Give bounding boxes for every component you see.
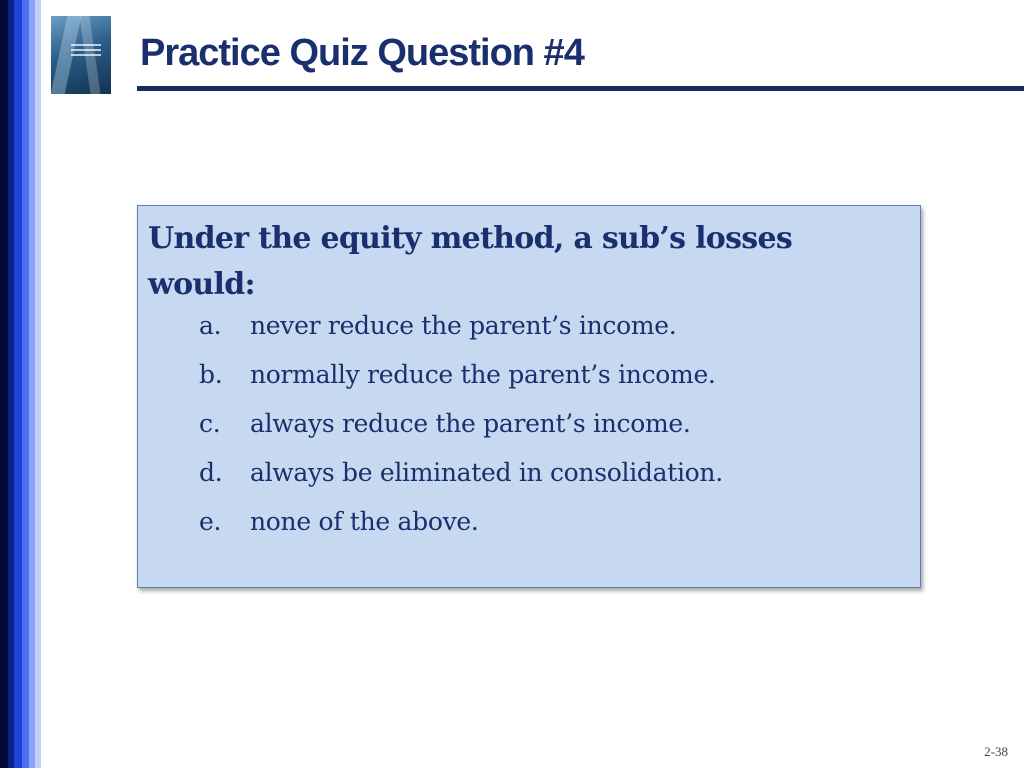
option-letter: b. (199, 360, 223, 389)
answer-options (148, 308, 908, 553)
left-stripe-1 (0, 0, 8, 768)
left-stripe-6 (35, 0, 41, 768)
answer-option-b (148, 357, 908, 406)
left-stripe-3 (14, 0, 22, 768)
book-cover-thumbnail (51, 16, 111, 94)
answer-option-c (148, 406, 908, 455)
left-stripe-4 (22, 0, 29, 768)
answer-option-d (148, 455, 908, 504)
option-letter: a. (199, 311, 222, 340)
option-letter: e. (199, 507, 222, 536)
answer-option-a (148, 308, 908, 357)
quiz-question: Under the equity method, a sub’s losses would: (148, 221, 793, 302)
answer-option-e (148, 504, 908, 553)
option-letter: d. (199, 458, 223, 487)
quiz-box (137, 205, 921, 588)
page-number: 2-38 (984, 744, 1008, 759)
option-text: normally reduce the parent’s income. (250, 360, 716, 389)
slide-title: Practice Quiz Question #4 (140, 32, 584, 74)
title-underline (137, 86, 1024, 91)
option-text: always be eliminated in consolidation. (250, 458, 723, 487)
option-text: never reduce the parent’s income. (250, 311, 677, 340)
option-text: always reduce the parent’s income. (250, 409, 691, 438)
option-letter: c. (199, 409, 221, 438)
option-text: none of the above. (250, 507, 479, 536)
